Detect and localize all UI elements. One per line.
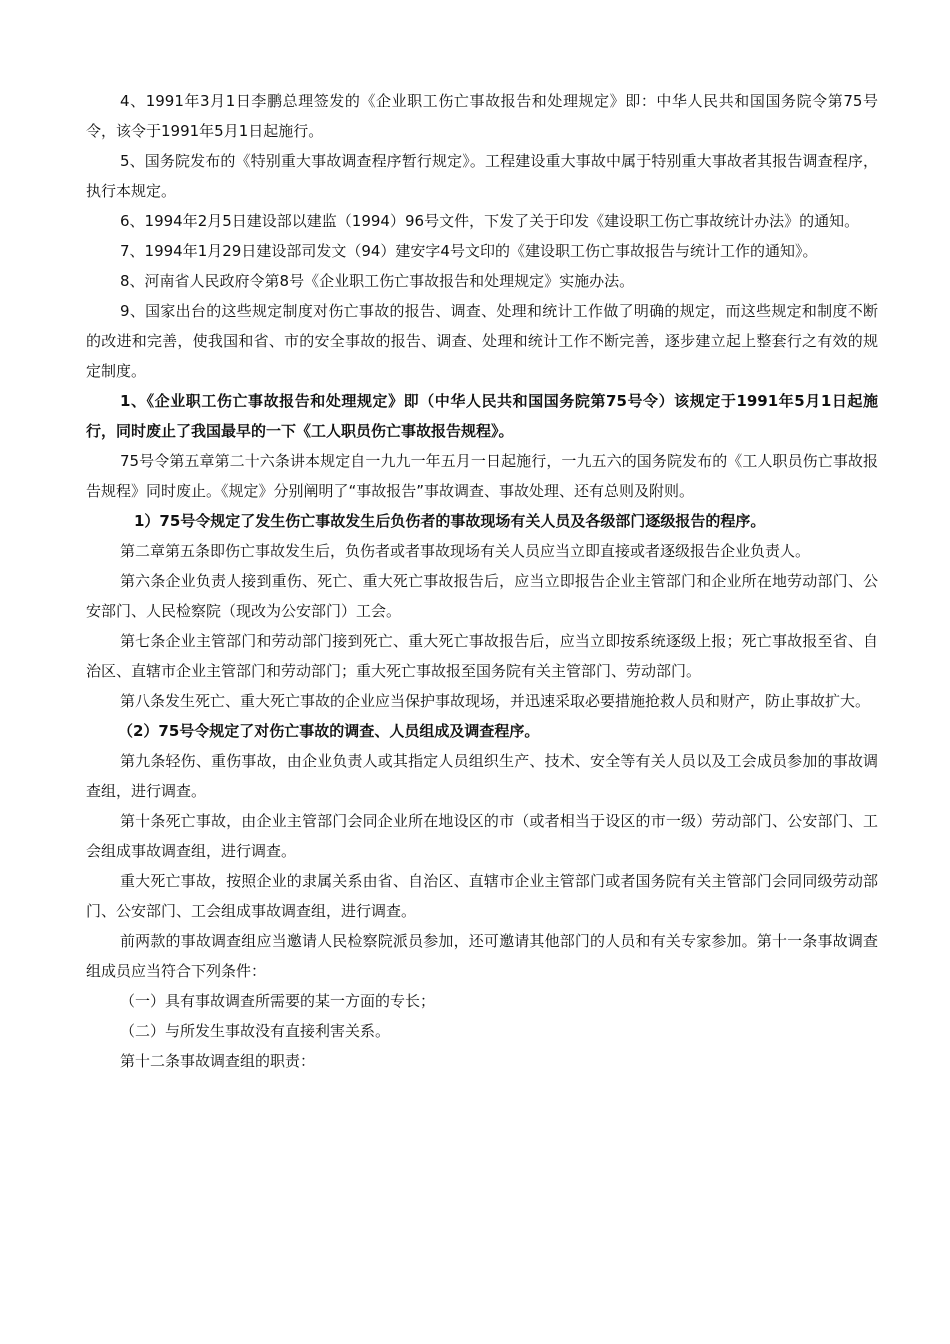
paragraph-item-8: 8、河南省人民政府令第8号《企业职工伤亡事故报告和处理规定》实施办法。: [120, 272, 635, 290]
paragraph-item-6: 6、1994年2月5日建设部以建监（1994）96号文件，下发了关于印发《建设职工伤亡事故统计办法》的通知。: [120, 212, 860, 230]
paragraph-article-5: 第二章第五条即伤亡事故发生后，负伤者或者事故现场有关人员应当立即直接或者逐级报告企业负责人。: [120, 542, 811, 560]
paragraph-item-5: 5、国务院发布的《特别重大事故调查程序暂行规定》。工程建设重大事故中属于特别重大事故者其报告调查程序，执行本规定。: [86, 152, 878, 200]
paragraph-item-4: 4、1991年3月1日李鹏总理签发的《企业职工伤亡事故报告和处理规定》即：中华人民共和国国务院令第75号令，该令于1991年5月1日起施行。: [86, 92, 878, 140]
paragraph-item-9: 9、国家出台的这些规定制度对伤亡事故的报告、调查、处理和统计工作做了明确的规定，而这些规定和制度不断的改进和完善，使我国和省、市的安全事故的报告、调查、处理和统计工作不断完善，逐步建立起上整套行之有效的规定制度。: [86, 302, 878, 380]
paragraph-article-7: 第七条企业主管部门和劳动部门接到死亡、重大死亡事故报告后，应当立即按系统逐级上报；死亡事故报至省、自治区、直辖市企业主管部门和劳动部门；重大死亡事故报至国务院有关主管部门、劳动部门。: [86, 632, 878, 680]
paragraph-article-8: 第八条发生死亡、重大死亡事故的企业应当保护事故现场，并迅速采取必要措施抢救人员和财产，防止事故扩大。: [120, 692, 871, 710]
paragraph-condition-2: （二）与所发生事故没有直接利害关系。: [120, 1022, 391, 1040]
paragraph-item-7: 7、1994年1月29日建设部司发文（94）建安字4号文印的《建设职工伤亡事故报告与统计工作的通知》。: [120, 242, 818, 260]
paragraph-major-death-accident: 重大死亡事故，按照企业的隶属关系由省、自治区、直辖市企业主管部门或者国务院有关主管部门会同同级劳动部门、公安部门、工会组成事故调查组，进行调查。: [86, 872, 878, 920]
paragraph-article-10: 第十条死亡事故，由企业主管部门会同企业所在地设区的市（或者相当于设区的市一级）劳动部门、公安部门、工会组成事故调查组，进行调查。: [86, 812, 878, 860]
section-heading-regulation: 1、《企业职工伤亡事故报告和处理规定》即（中华人民共和国国务院第75号令）该规定于1991年5月1日起施行，同时废止了我国最早的一下《工人职员伤亡事故报告规程》。: [86, 392, 878, 440]
paragraph-order-75-overview: 75号令第五章第二十六条讲本规定自一九九一年五月一日起施行，一九五六的国务院发布的《工人职员伤亡事故报告规程》同时废止。《规定》分别阐明了“事故报告”事故调查、事故处理、还有总则及附则。: [86, 452, 878, 500]
subheading-investigation-procedure: （2）75号令规定了对伤亡事故的调查、人员组成及调查程序。: [118, 722, 540, 740]
document-body: [86, 86, 878, 1076]
paragraph-condition-1: （一）具有事故调查所需要的某一方面的专长；: [120, 992, 436, 1010]
paragraph-article-12: 第十二条事故调查组的职责：: [120, 1052, 316, 1070]
paragraph-article-6: 第六条企业负责人接到重伤、死亡、重大死亡事故报告后，应当立即报告企业主管部门和企业所在地劳动部门、公安部门、人民检察院（现改为公安部门）工会。: [86, 572, 878, 620]
paragraph-article-11: 前两款的事故调查组应当邀请人民检察院派员参加，还可邀请其他部门的人员和有关专家参加。第十一条事故调查组成员应当符合下列条件：: [86, 932, 878, 980]
paragraph-article-9: 第九条轻伤、重伤事故，由企业负责人或其指定人员组织生产、技术、安全等有关人员以及工会成员参加的事故调查组，进行调查。: [86, 752, 878, 800]
subheading-reporting-procedure: 1）75号令规定了发生伤亡事故发生后负伤者的事故现场有关人员及各级部门逐级报告的程序。: [134, 512, 766, 530]
